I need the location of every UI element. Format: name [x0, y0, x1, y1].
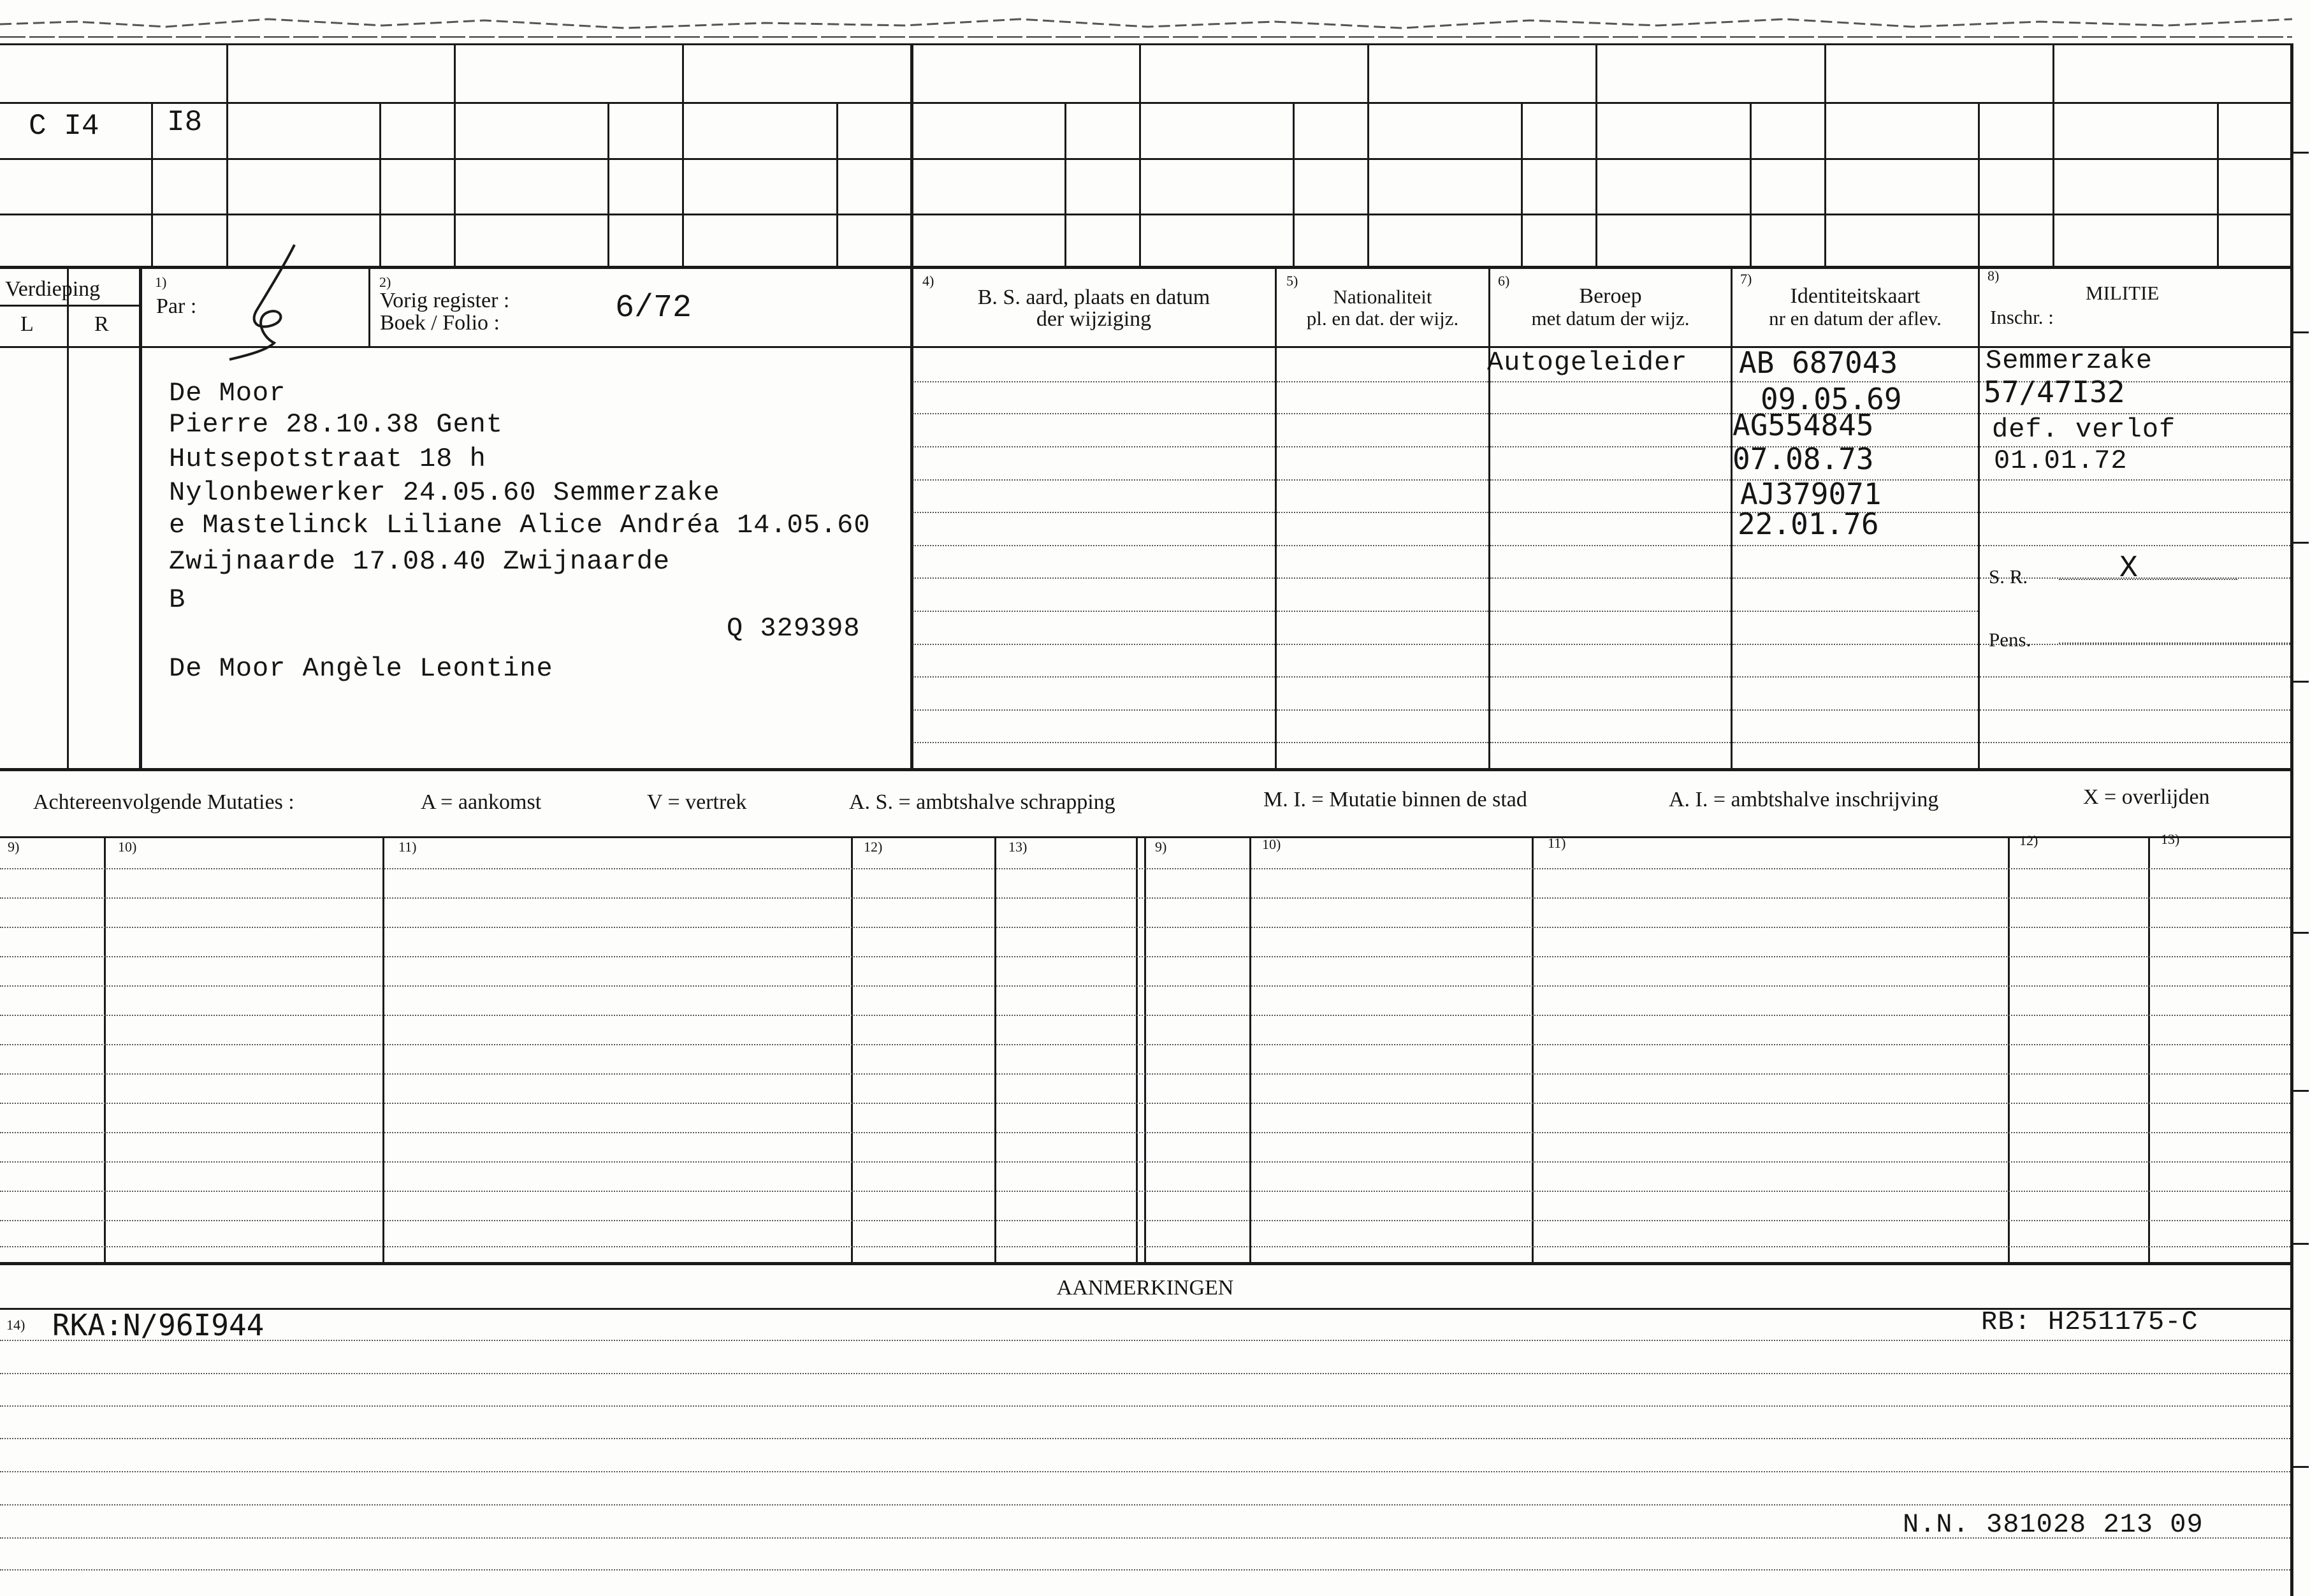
beroep-value: Autogeleider — [1487, 347, 1688, 378]
beroep-label: Beroep — [1579, 284, 1642, 308]
militie-number: 57/47I32 — [1984, 375, 2125, 409]
left-label: L — [20, 312, 34, 336]
militie-status: def. verlof — [1992, 414, 2176, 445]
militie-label: MILITIE — [2086, 282, 2160, 304]
sr-mark: X — [2119, 551, 2138, 586]
verdieping-label: Verdieping — [5, 277, 101, 301]
mutaties-top-rule — [0, 836, 2292, 838]
aanmerkingen-rule — [0, 1308, 2292, 1310]
col-9-left: 9) — [8, 839, 20, 855]
col-13-left: 13) — [1008, 839, 1028, 855]
identiteitskaart-label: Identiteitskaart — [1790, 284, 1921, 308]
legend-aankomst: A = aankomst — [421, 790, 542, 814]
person-spouse: e Mastelinck Liliane Alice Andréa 14.05.60 — [169, 510, 871, 540]
col-11-left: 11) — [398, 839, 417, 855]
nationaliteit-label: Nationaliteit — [1333, 286, 1432, 308]
militie-place: Semmerzake — [1986, 345, 2153, 376]
sr-label: S. R. — [1989, 565, 2028, 588]
par-label: Par : — [156, 294, 197, 318]
national-number: N.N. 381028 213 09 — [1903, 1509, 2204, 1540]
id-card-3-date: 22.01.76 — [1738, 507, 1879, 541]
person-firstname-birth: Pierre 28.10.38 Gent — [169, 409, 504, 440]
col-12-right: 12) — [2019, 832, 2038, 848]
bs-label-line2: der wijziging — [1036, 307, 1152, 331]
torn-top-edge — [0, 0, 2310, 45]
id-card-2: AG554845 — [1732, 408, 1874, 442]
id-card-1-date: 09.05.69 — [1761, 382, 1902, 416]
legend-overlijden: X = overlijden — [2083, 785, 2210, 809]
col-13-right: 13) — [2161, 831, 2180, 847]
field-7-number: 7) — [1740, 271, 1752, 287]
field-4-number: 4) — [922, 273, 934, 289]
legend-inschrijving: A. I. = ambtshalve inschrijving — [1669, 788, 1939, 811]
militie-date: 01.01.72 — [1994, 446, 2128, 476]
col-10-right: 10) — [1262, 836, 1281, 852]
legend-schrapping: A. S. = ambtshalve schrapping — [849, 790, 1115, 814]
id-card-3: AJ379071 — [1740, 477, 1882, 511]
col-10-left: 10) — [118, 839, 137, 855]
header-bottom-rule — [0, 346, 2292, 348]
legend-mutatie-stad: M. I. = Mutatie binnen de stad — [1263, 788, 1527, 811]
person-address: Hutsepotstraat 18 h — [169, 444, 486, 474]
legend-vertrek: V = vertrek — [647, 790, 747, 814]
col-9-right: 9) — [1155, 839, 1167, 855]
person-occupation: Nylonbewerker 24.05.60 Semmerzake — [169, 477, 720, 508]
boek-folio-label: Boek / Folio : — [380, 311, 500, 335]
bs-label-line1: B. S. aard, plaats en datum — [977, 286, 1210, 309]
field-8-number: 8) — [1987, 268, 2000, 284]
mutaties-title: Achtereenvolgende Mutaties : — [33, 790, 294, 814]
col-11-right: 11) — [1548, 835, 1566, 851]
beroep-sublabel: met datum der wijz. — [1531, 307, 1690, 330]
pens-label: Pens. — [1989, 628, 2031, 651]
register-code: C I4 — [29, 110, 99, 143]
field-5-number: 5) — [1286, 273, 1298, 289]
par-signature — [223, 241, 306, 362]
person-reference: Q 329398 — [727, 613, 861, 644]
register-number: I8 — [167, 106, 203, 139]
id-card-2-date: 07.08.73 — [1732, 442, 1874, 476]
vorig-register-label: Vorig register : — [380, 289, 510, 312]
person-mother: De Moor Angèle Leontine — [169, 653, 553, 684]
rka-number: RKA:N/96I944 — [52, 1308, 265, 1342]
person-name: De Moor — [169, 378, 286, 409]
field-2-number: 2) — [379, 274, 391, 290]
inschrijving-label: Inschr. : — [1990, 306, 2054, 328]
field-14-number: 14) — [6, 1317, 25, 1333]
id-card-1: AB 687043 — [1739, 345, 1898, 380]
field-1-number: 1) — [155, 274, 167, 290]
boek-folio-value: 6/72 — [615, 290, 692, 326]
rb-number: RB: H251175-C — [1981, 1307, 2198, 1337]
aanmerkingen-title: AANMERKINGEN — [1056, 1276, 1234, 1300]
person-marker: B — [169, 584, 186, 615]
mutaties-bottom-rule — [0, 1262, 2292, 1265]
col-12-left: 12) — [864, 839, 883, 855]
right-label: R — [94, 312, 109, 336]
person-spouse-birth: Zwijnaarde 17.08.40 Zwijnaarde — [169, 546, 671, 577]
field-6-number: 6) — [1498, 273, 1510, 289]
identiteitskaart-sublabel: nr en datum der aflev. — [1769, 307, 1942, 330]
nationaliteit-sublabel: pl. en dat. der wijz. — [1306, 307, 1459, 330]
